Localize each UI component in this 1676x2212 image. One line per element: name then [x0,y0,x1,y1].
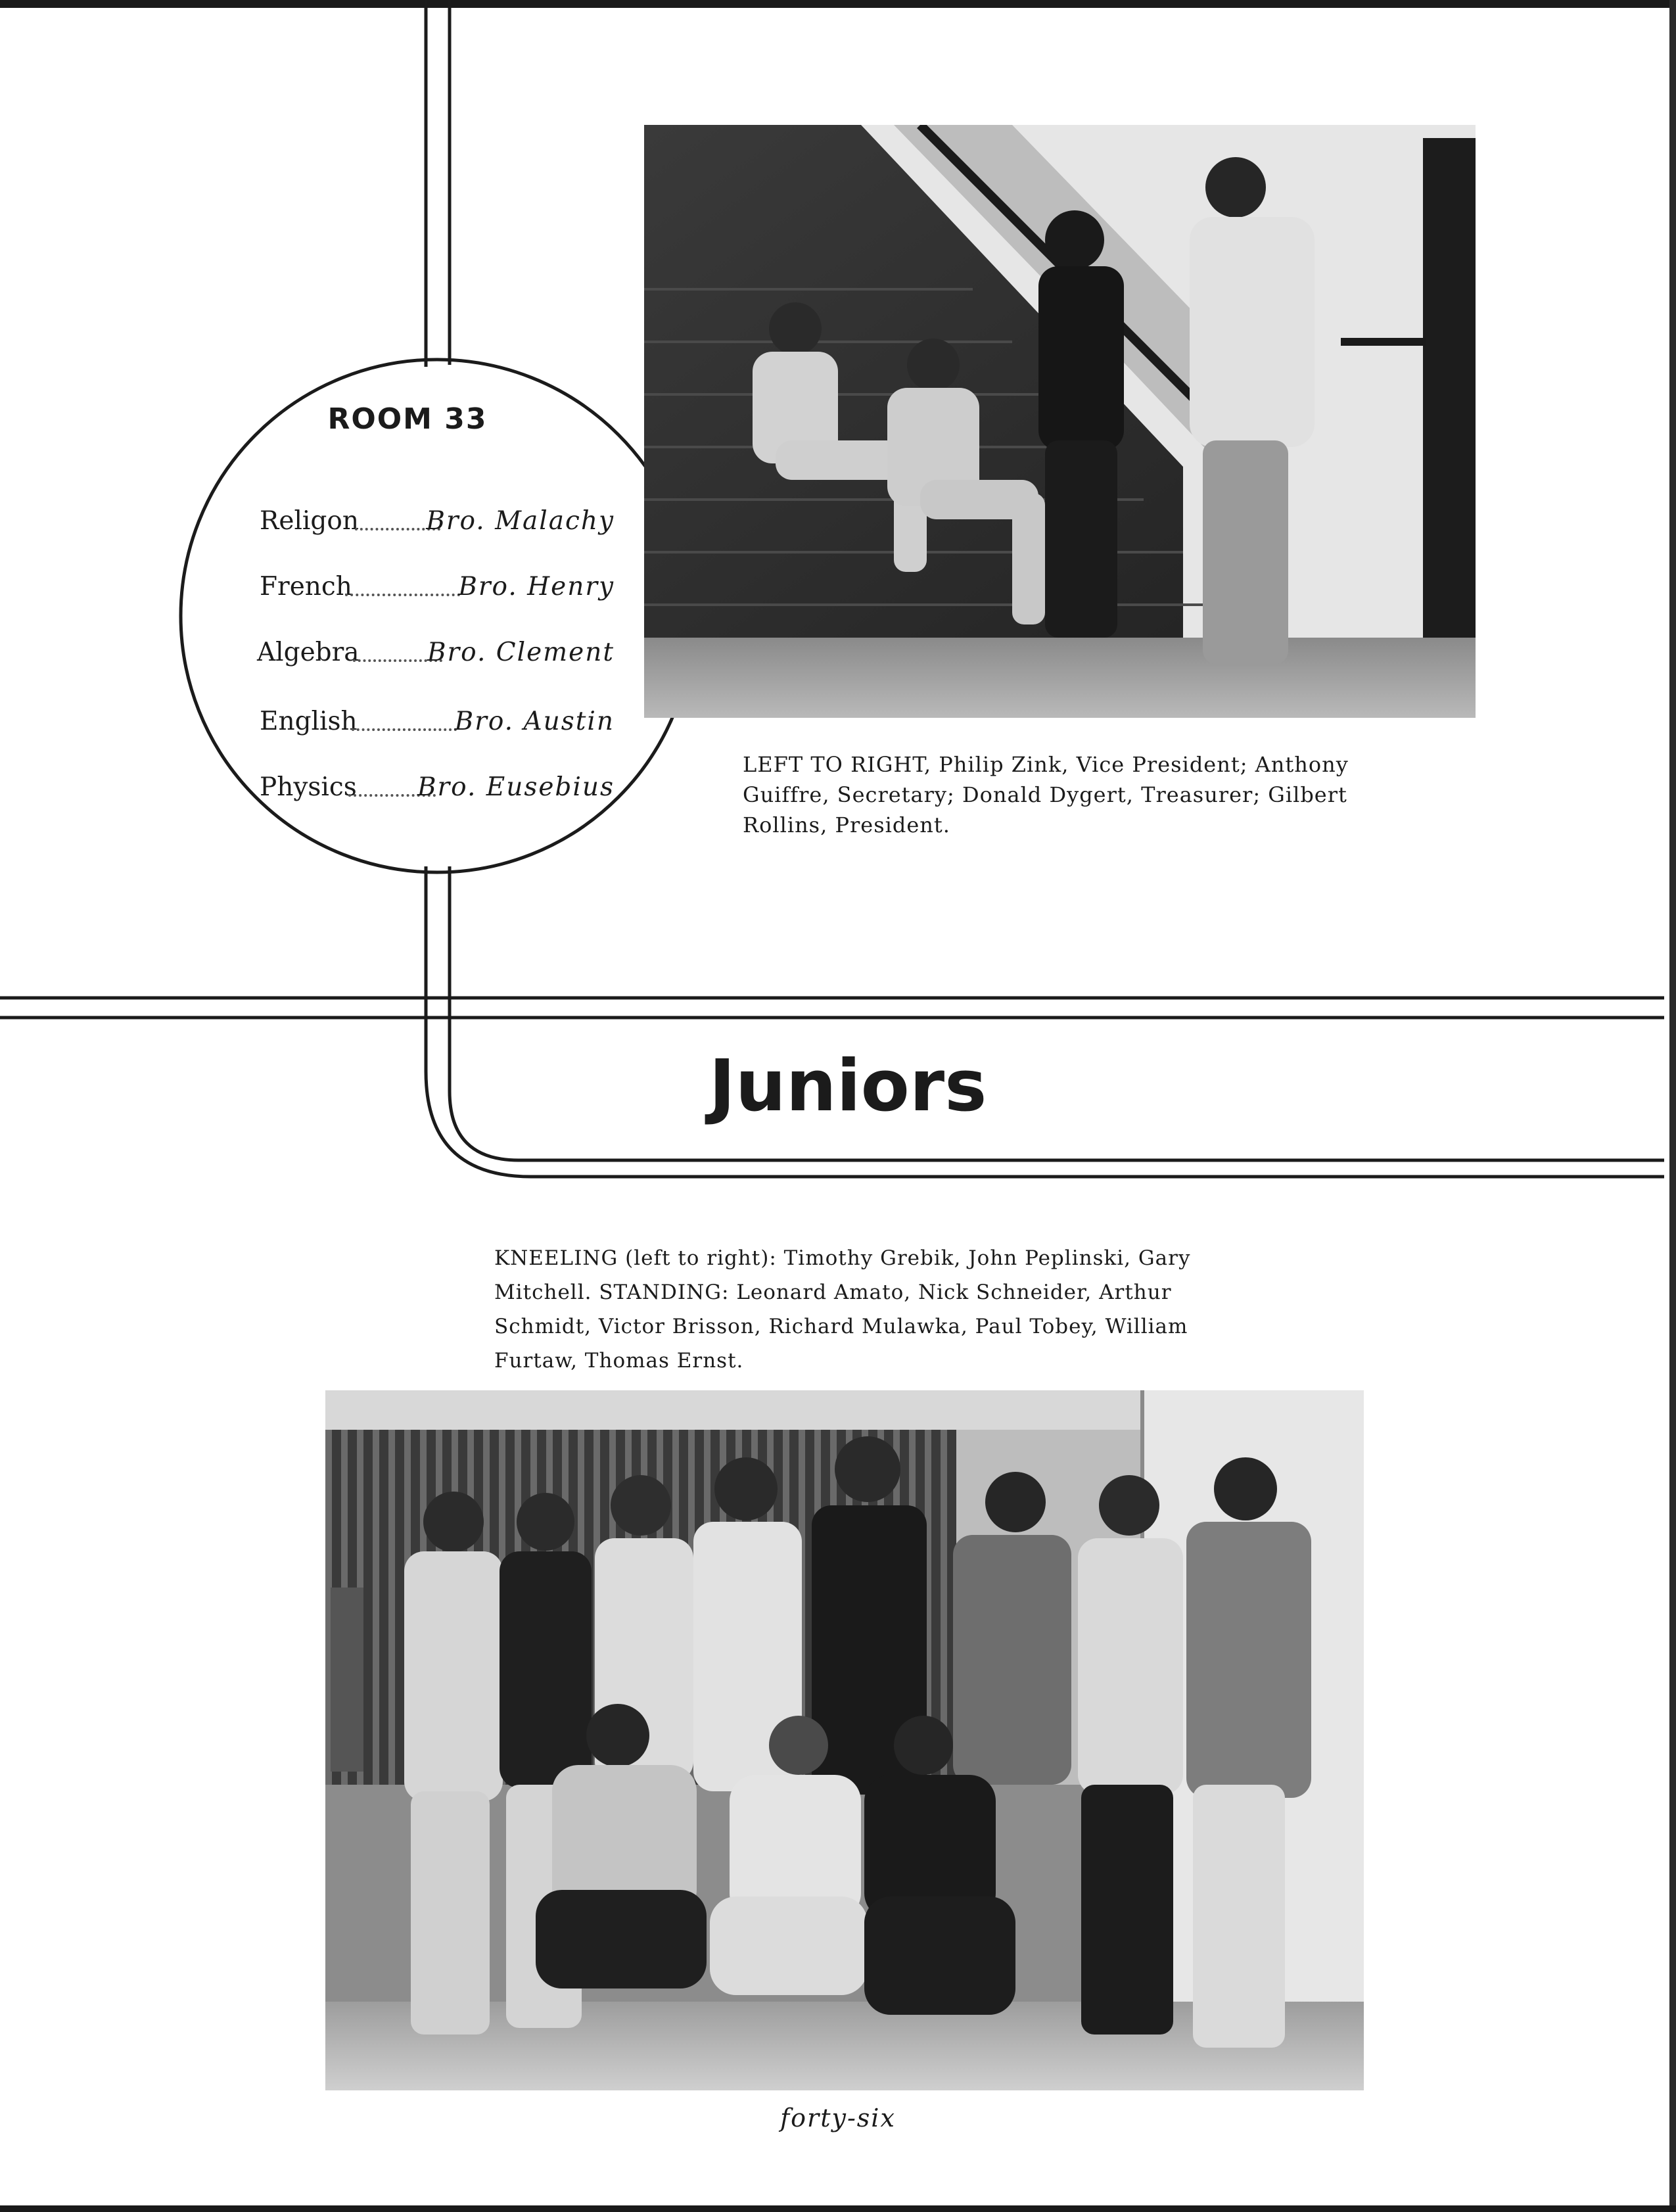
subject-name: Physics [260,772,357,802]
subject-row [260,496,615,536]
teacher-name: Bro. Clement [427,638,615,667]
leader-dots [352,728,457,731]
room-title: ROOM 33 [327,402,488,436]
teacher-name: Bro. Malachy [426,506,615,536]
subject-name: English [260,707,358,736]
officers-photo [644,125,1476,718]
subject-name: French [260,572,352,601]
teacher-name: Bro. Eusebius [417,772,615,802]
section-title: Juniors [709,1045,987,1127]
group-photo [325,1390,1364,2090]
subject-row [257,628,615,667]
page-number: forty-six [780,2104,896,2132]
group-caption: KNEELING (left to right): Timothy Grebik, John Peplinski, Gary Mitchell. STANDING: Leonard Amato, Nick Schneider, Arthur Schmidt, Victor Brisson, Richard Mulawka, Paul Tobey, William Furtaw, Thomas Ernst. [494,1246,1191,1373]
teacher-name: Bro. Henry [458,572,615,601]
officers-caption: LEFT TO RIGHT, Philip Zink, Vice President; Anthony Guiffre, Secretary; Donald Dygert, Treasurer; Gilbert Rollins, President. [743,752,1349,837]
subject-name: Religon [260,506,359,536]
teacher-name: Bro. Austin [454,707,615,736]
subject-row [260,562,615,601]
subject-row [260,763,615,802]
subject-name: Algebra [257,638,360,667]
leader-dots [345,594,460,596]
subject-row [260,697,615,736]
